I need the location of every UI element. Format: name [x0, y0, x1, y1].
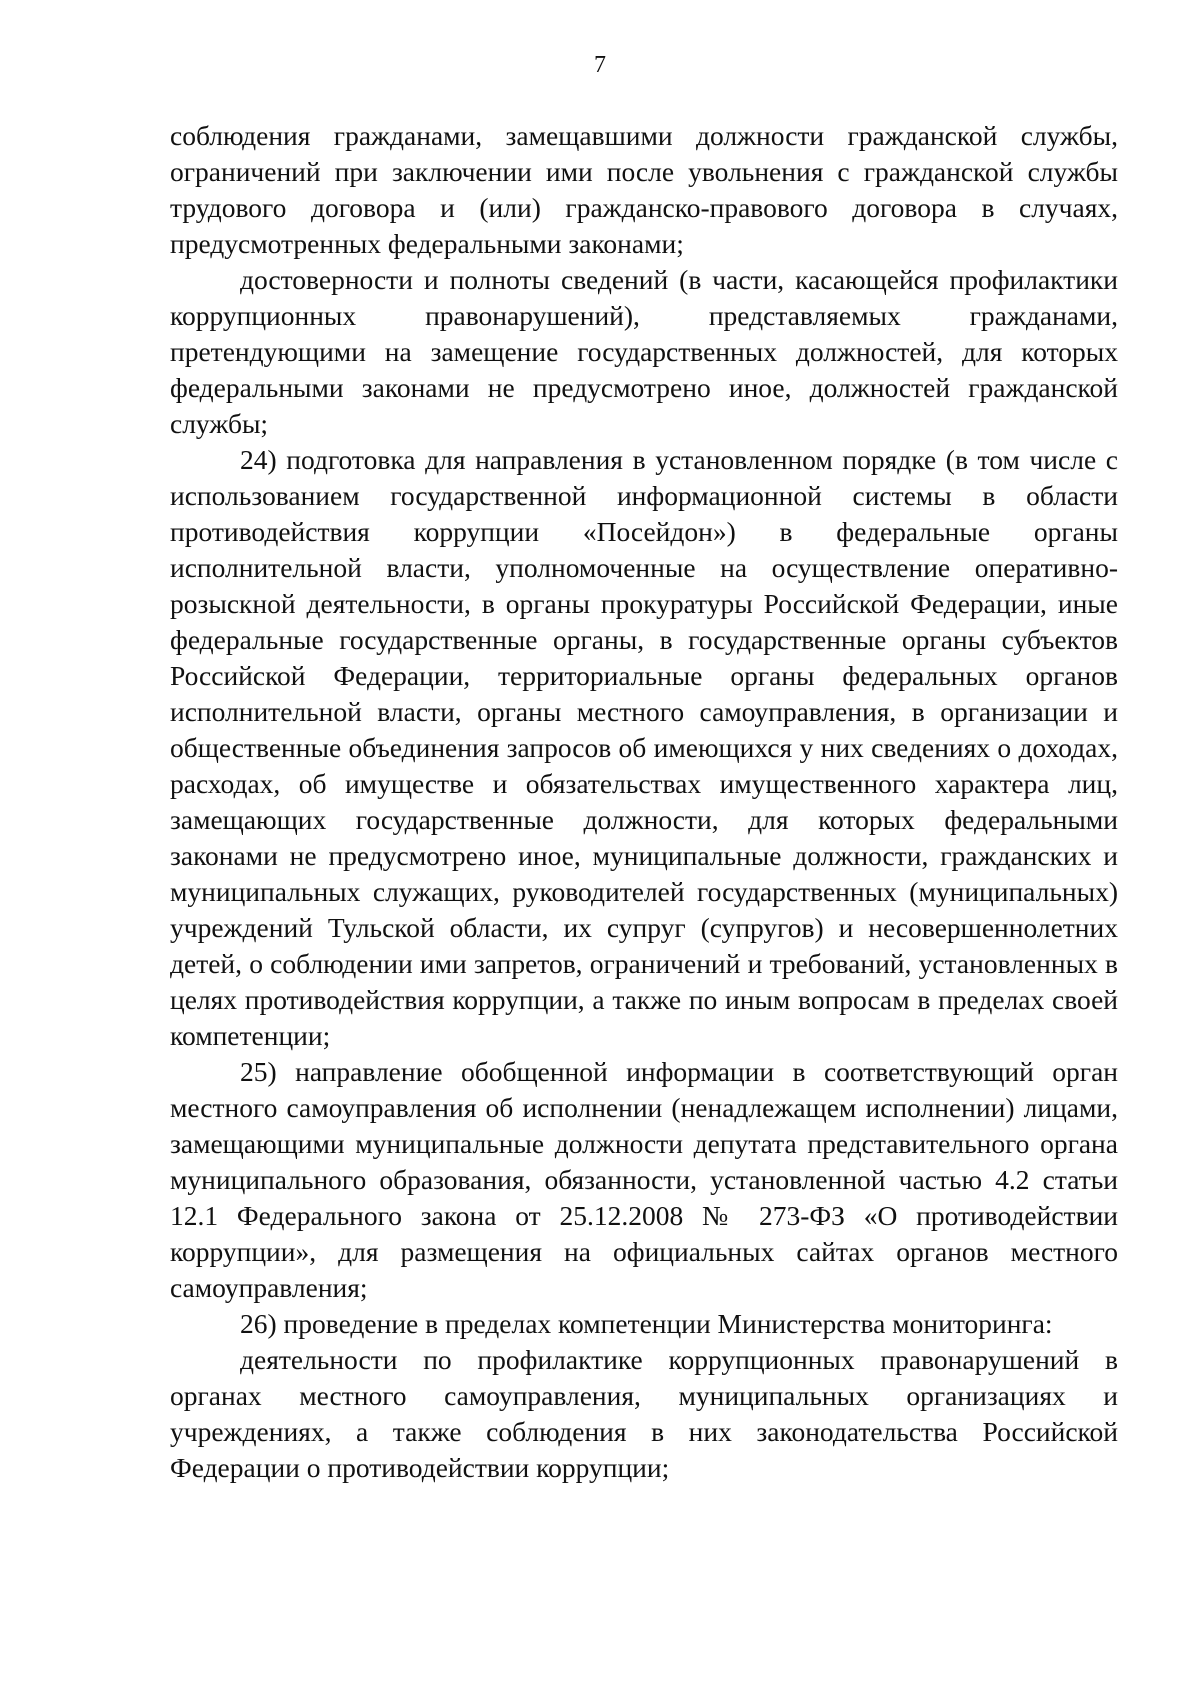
document-body [170, 118, 1118, 1486]
paragraph-item-26: 26) проведение в пределах компетенции Министерства мониторинга: [240, 1308, 1053, 1339]
page-number: 7 [594, 52, 606, 78]
paragraph-item-25: 25) направление обобщенной информации в соответствующий орган местного самоуправления об исполнении (ненадлежащем исполнении) лицами, замещающими муниципальные должности депутата представительного органа муниципального образования, обязанности, установленной частью 4.2 статьи 12.1 Федерального закона от 25.12.2008 № 273-ФЗ «О противодействии коррупции», для размещения на официальных сайтах органов местного самоуправления; [170, 1056, 1118, 1303]
paragraph-monitoring-activities: деятельности по профилактике коррупционных правонарушений в органах местного самоуправления, муниципальных организациях и учреждениях, а также соблюдения в них законодательства Российской Федерации о противодействии коррупции; [170, 1344, 1118, 1483]
paragraph-reliability-of-information: достоверности и полноты сведений (в части, касающейся профилактики коррупционных правонарушений), представляемых гражданами, претендующими на замещение государственных должностей, для которых федеральными законами не предусмотрено иное, должностей гражданской службы; [170, 264, 1118, 439]
paragraph-continuation: соблюдения гражданами, замещавшими должности гражданской службы, ограничений при заключении ими после увольнения с гражданской службы трудового договора и (или) гражданско-правового договора в случаях, предусмотренных федеральными законами; [170, 120, 1118, 259]
paragraph-item-24: 24) подготовка для направления в установленном порядке (в том числе с использованием государственной информационной системы в области противодействия коррупции «Посейдон») в федеральные органы исполнительной власти, уполномоченные на осуществление оперативно-розыскной деятельности, в органы прокуратуры Российской Федерации, иные федеральные государственные органы, в государственные органы субъектов Российской Федерации, территориальные органы федеральных органов исполнительной власти, органы местного самоуправления, в организации и общественные объединения запросов об имеющихся у них сведениях о доходах, расходах, об имуществе и обязательствах имущественного характера лиц, замещающих государственные должности, для которых федеральными законами не предусмотрено иное, муниципальные должности, гражданских и муниципальных служащих, руководителей государственных (муниципальных) учреждений Тульской области, их супруг (супругов) и несовершеннолетних детей, о соблюдении ими запретов, ограничений и требований, установленных в целях противодействия коррупции, а также по иным вопросам в пределах своей компетенции; [170, 444, 1118, 1051]
